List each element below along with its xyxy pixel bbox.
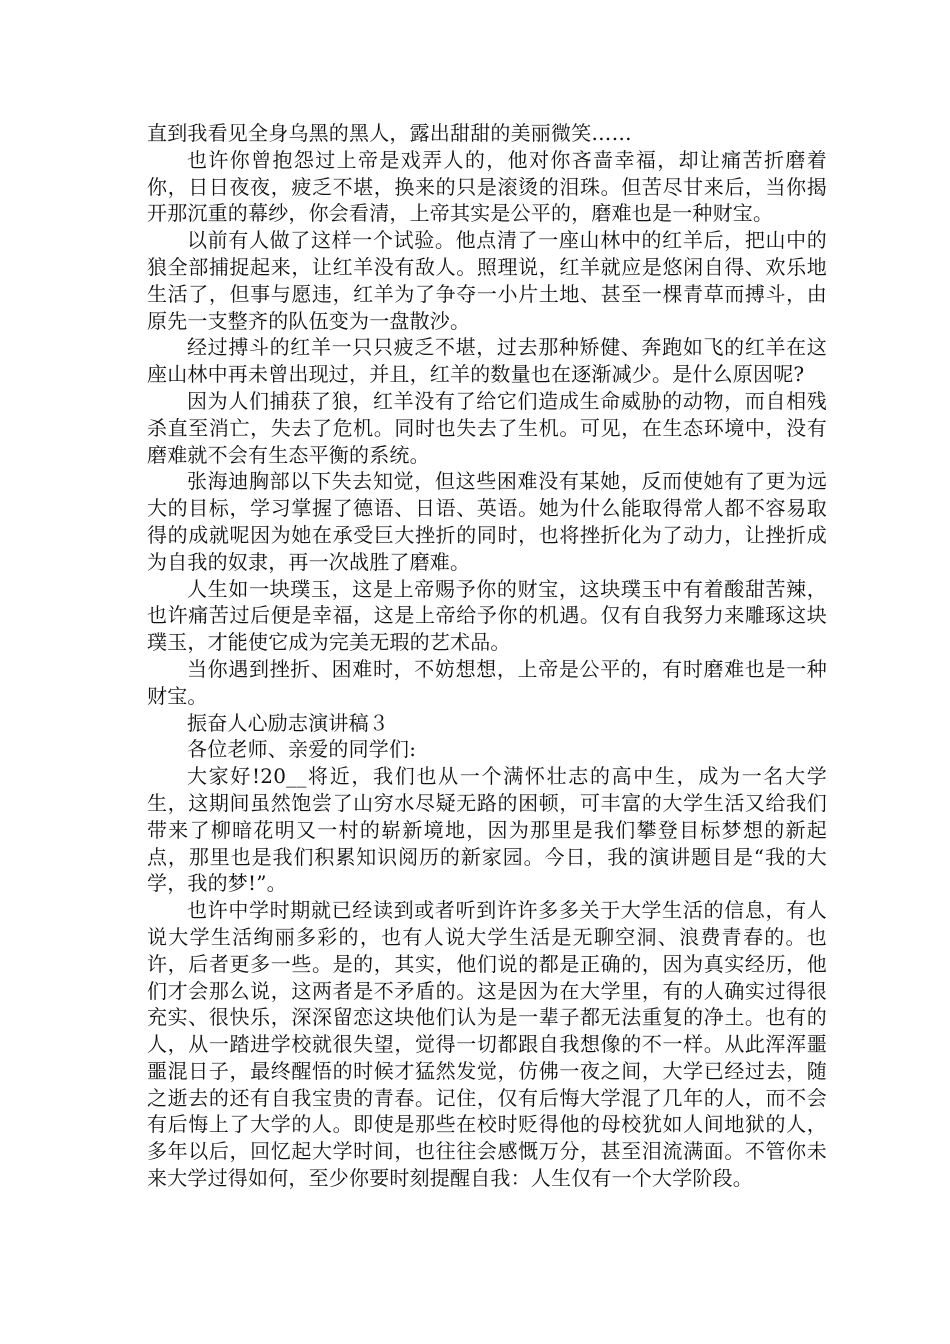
salutation: 各位老师、亲爱的同学们: [187, 737, 417, 762]
document-body [147, 120, 827, 1192]
paragraph: 当你遇到挫折、困难时，不妨想想，上帝是公平的，有时磨难也是一种财宝。 [147, 656, 827, 708]
paragraph: 因为人们捕获了狼，红羊没有了给它们造成生命威胁的动物，而自相残杀直至消亡，失去了危机。同时也失去了生机。可见，在生态环境中，没有磨难就不会有生态平衡的系统。 [147, 388, 827, 467]
section-title: 振奋人心励志演讲稿３ [187, 710, 389, 735]
paragraph: 以前有人做了这样一个试验。他点清了一座山林中的红羊后，把山中的狼全部捕捉起来，让红羊没有敌人。照理说，红羊就应是悠闲自得、欢乐地生活了，但事与愿违，红羊为了争夺一小片土地、甚至一棵青草而搏斗，由原先一支整齐的队伍变为一盘散沙。 [147, 228, 827, 333]
paragraph: 也许中学时期就已经读到或者听到许许多多关于大学生活的信息，有人说大学生活绚丽多彩的，也有人说大学生活是无聊空洞、浪费青春的。也许，后者更多一些。是的，其实，他们说的都是正确的，因为真实经历，他们才会那么说，这两者是不矛盾的。这是因为在大学里，有的人确实过得很充实、很快乐，深深留恋这块他们认为是一辈子都无法重复的净土。也有的人，从一踏进学校就很失望，觉得一切都跟自我想像的不一样。从此浑浑噩噩混日子，最终醒悟的时候才猛然发觉，仿佛一夜之间，大学已经过去，随之逝去的还有自我宝贵的青春。记住，仅有后悔大学混了几年的人，而不会有后悔上了大学的人。即使是那些在校时贬得他的母校犹如人间地狱的人，多年以后，回忆起大学时间，也往往会感慨万分，甚至泪流满面。不管你未来大学过得如何，至少你要时刻提醒自我：人生仅有一个大学阶段。 [147, 898, 827, 1191]
paragraph: 经过搏斗的红羊一只只疲乏不堪，过去那种矫健、奔跑如飞的红羊在这座山林中再未曾出现过，并且，红羊的数量也在逐渐减少。是什么原因呢? [147, 335, 827, 387]
paragraph: 张海迪胸部以下失去知觉，但这些困难没有某她，反而使她有了更为远大的目标，学习掌握了德语、日语、英语。她为什么能取得常人都不容易取得的成就呢因为她在承受巨大挫折的同时，也将挫折化为了动力，让挫折成为自我的奴隶，再一次战胜了磨难。 [147, 469, 827, 574]
paragraph: 人生如一块璞玉，这是上帝赐予你的财宝，这块璞玉中有着酸甜苦辣，也许痛苦过后便是幸福，这是上帝给予你的机遇。仅有自我努力来雕琢这块璞玉，才能使它成为完美无瑕的艺术品。 [147, 576, 827, 655]
paragraph: 也许你曾抱怨过上帝是戏弄人的，他对你吝啬幸福，却让痛苦折磨着你，日日夜夜，疲乏不堪，换来的只是滚烫的泪珠。但苦尽甘来后，当你揭开那沉重的幕纱，你会看清，上帝其实是公平的，磨难也是一种财宝。 [147, 147, 827, 226]
paragraph: 大家好!20__将近，我们也从一个满怀壮志的高中生，成为一名大学生，这期间虽然饱尝了山穷水尽疑无路的困顿，可丰富的大学生活又给我们带来了柳暗花明又一村的崭新境地，因为那里是我们攀登目标梦想的新起点，那里也是我们积累知识阅历的新家园。今日，我的演讲题目是“我的大学，我的梦!”。 [147, 764, 827, 896]
paragraph: 直到我看见全身乌黑的黑人，露出甜甜的美丽微笑…… [147, 121, 632, 145]
